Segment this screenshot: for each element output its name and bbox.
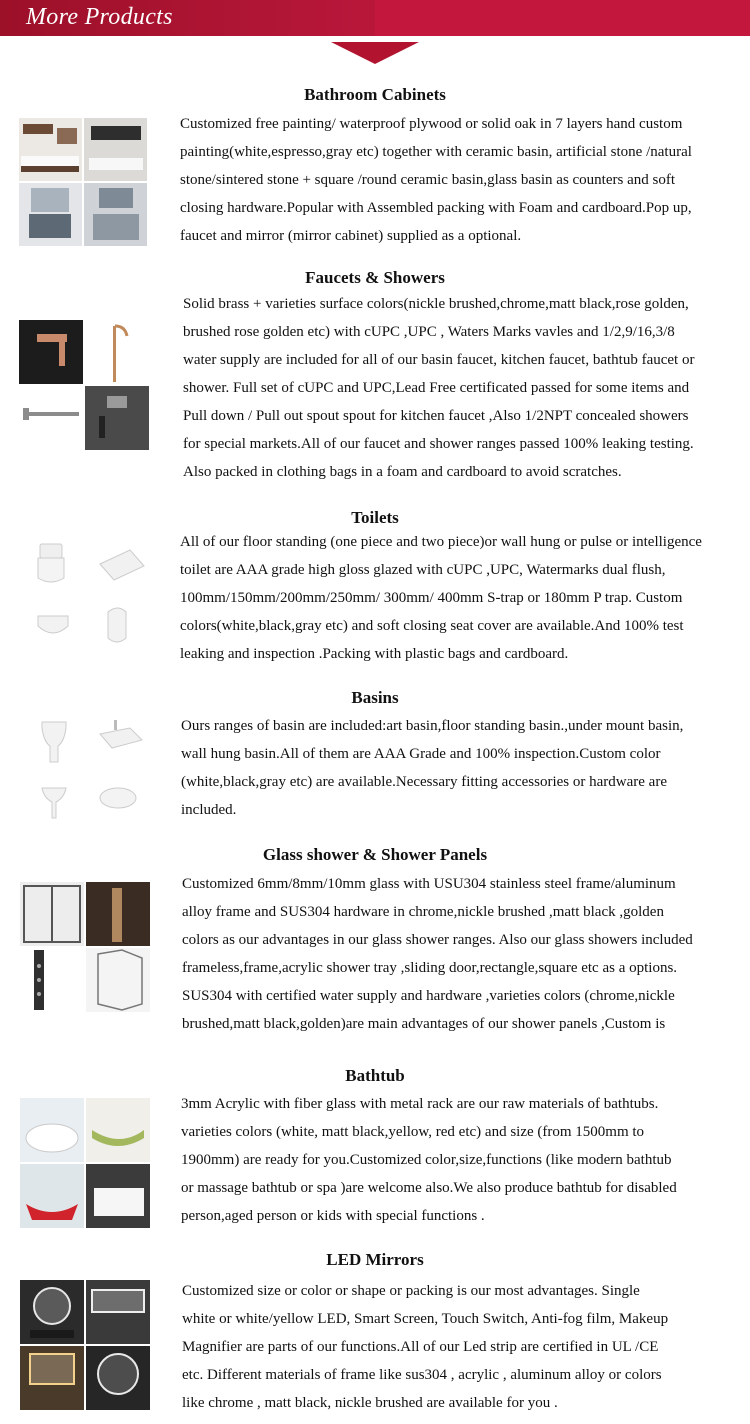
text-line: Customized size or color or shape or packing is our most advantages. Single	[182, 1283, 640, 1299]
section-body-led-mirrors	[182, 1277, 668, 1417]
bathroom-cabinets-image	[19, 118, 147, 246]
text-line: 100mm/150mm/200mm/250mm/ 300mm/ 400mm S-trap or 180mm P trap. Custom	[180, 590, 683, 606]
section-title-glass-shower: Glass shower & Shower Panels	[262, 845, 488, 864]
toilets-image	[24, 536, 148, 656]
text-line: Customized 6mm/8mm/10mm glass with USU304 stainless steel frame/aluminum	[182, 876, 676, 892]
text-line: shower. Full set of cUPC and UPC,Lead Free certificated passed for some items and	[183, 380, 690, 396]
text-line: white or white/yellow LED, Smart Screen, Touch Switch, Anti-fog film, Makeup	[182, 1311, 669, 1327]
text-line: included.	[181, 802, 237, 818]
text-line: faucet and mirror (mirror cabinet) supplied as a optional.	[180, 228, 522, 244]
text-line: colors as our advantages in our glass shower ranges. Also our glass showers included	[182, 932, 693, 948]
text-line: Ours ranges of basin are included:art basin,floor standing basin.,under mount basin,	[181, 718, 684, 734]
text-line: toilet are AAA grade high gloss glazed with cUPC ,UPC, Watermarks dual flush,	[180, 562, 666, 578]
text-line: person,aged person or kids with special functions .	[181, 1208, 485, 1224]
section-body-toilets	[180, 528, 702, 668]
section-title-faucets-showers: Faucets & Showers	[305, 268, 445, 287]
text-line: (white,black,gray etc) are available.Necessary fitting accessories or hardware are	[181, 774, 667, 790]
page-title: More Products	[26, 4, 173, 30]
text-line: closing hardware.Popular with Assembled packing with Foam and cardboard.Pop up,	[180, 200, 692, 216]
text-line: SUS304 with certified water supply and hardware ,varieties colors (chrome,nickle	[182, 988, 675, 1004]
glass-shower-image	[20, 882, 150, 1012]
text-line: Magnifier are parts of our functions.All of our Led strip are certified in UL /CE	[182, 1339, 659, 1355]
text-line: wall hung basin.All of them are AAA Grade and 100% inspection.Custom color	[181, 746, 661, 762]
text-line: colors(white,black,gray etc) and soft closing seat cover are available.And 100% test	[180, 618, 684, 634]
text-line: like chrome , matt black, nickle brushed are available for you .	[182, 1395, 558, 1411]
text-line: brushed,matt black,golden)are main advantages of our shower panels ,Custom is	[182, 1016, 666, 1032]
led-mirrors-image	[20, 1280, 150, 1410]
text-line: painting(white,espresso,gray etc) together with ceramic basin, artificial stone /natural	[180, 144, 692, 160]
section-title-led-mirrors: LED Mirrors	[326, 1250, 424, 1269]
banner-accent	[375, 0, 750, 36]
text-line: frameless,frame,acrylic shower tray ,sliding door,rectangle,square etc as a options.	[182, 960, 678, 976]
section-title-bathtub: Bathtub	[345, 1066, 405, 1085]
text-line: for special markets.All of our faucet and shower ranges passed 100% leaking testing.	[183, 436, 694, 452]
down-arrow-icon	[331, 42, 419, 64]
text-line: 1900mm) are ready for you.Customized color,size,functions (like modern bathtub	[181, 1152, 672, 1168]
text-line: Customized free painting/ waterproof plywood or solid oak in 7 layers hand custom	[180, 116, 683, 132]
text-line: stone/sintered stone + square /round ceramic basin,glass basin as counters and soft	[180, 172, 675, 188]
section-title-bathroom-cabinets: Bathroom Cabinets	[304, 85, 446, 104]
text-line: or massage bathtub or spa )are welcome also.We also produce bathtub for disabled	[181, 1180, 677, 1196]
section-title-basins: Basins	[351, 688, 399, 707]
text-line: 3mm Acrylic with fiber glass with metal rack are our raw materials of bathtubs.	[181, 1096, 659, 1112]
text-line: Solid brass + varieties surface colors(nickle brushed,chrome,matt black,rose golden,	[183, 296, 689, 312]
text-line: alloy frame and SUS304 hardware in chrome,nickle brushed ,matt black ,golden	[182, 904, 664, 920]
text-line: brushed rose golden etc) with cUPC ,UPC , Waters Marks vavles and 1/2,9/16,3/8	[183, 324, 675, 340]
text-line: Also packed in clothing bags in a foam and cardboard to avoid scratches.	[183, 464, 622, 480]
section-title-toilets: Toilets	[351, 508, 399, 527]
text-line: All of our floor standing (one piece and two piece)or wall hung or pulse or intelligence	[180, 534, 702, 550]
text-line: leaking and inspection .Packing with plastic bags and cardboard.	[180, 646, 569, 662]
basins-image	[34, 712, 146, 820]
text-line: etc. Different materials of frame like sus304 , acrylic , aluminum alloy or colors	[182, 1367, 662, 1383]
text-line: Pull down / Pull out spout spout for kitchen faucet ,Also 1/2NPT concealed showers	[183, 408, 689, 424]
section-body-glass-shower	[182, 870, 693, 1038]
section-body-basins	[181, 712, 683, 824]
section-body-faucets-showers	[183, 290, 694, 486]
header-banner	[0, 0, 750, 36]
section-body-bathroom-cabinets	[180, 110, 692, 250]
text-line: water supply are included for all of our basin faucet, kitchen faucet, bathtub faucet or	[183, 352, 695, 368]
bathtub-image	[20, 1098, 150, 1228]
section-body-bathtub	[181, 1090, 677, 1230]
text-line: varieties colors (white, matt black,yellow, red etc) and size (from 1500mm to	[181, 1124, 645, 1140]
faucets-showers-image	[19, 320, 149, 450]
